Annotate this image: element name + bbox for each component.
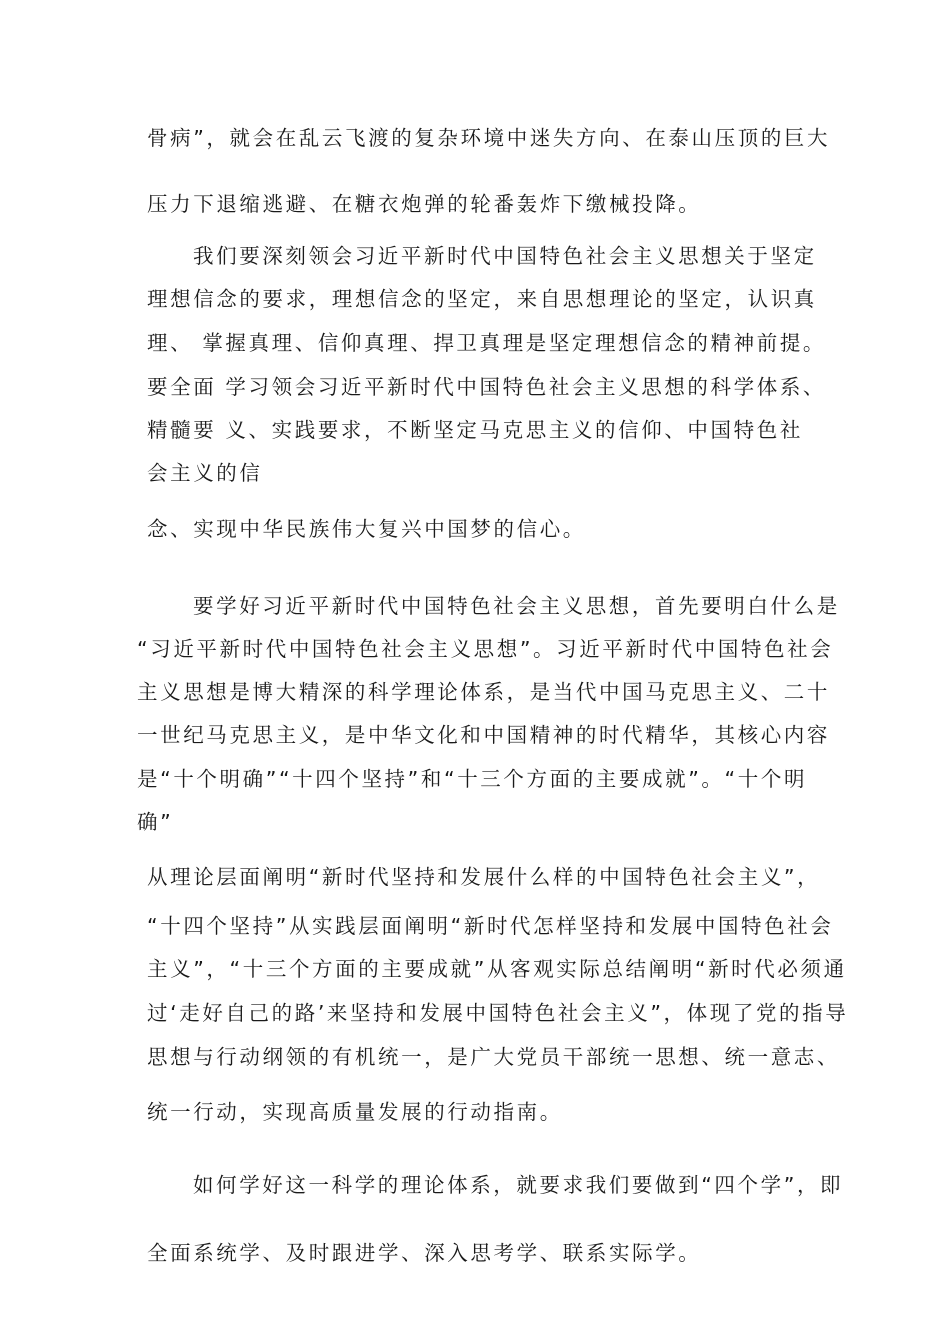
- text-line: 精髓要 义、实践要求，不断坚定马克思主义的信仰、中国特色社: [147, 418, 803, 442]
- text-line: 念、实现中华民族伟大复兴中国梦的信心。: [147, 517, 586, 541]
- text-line: 统一行动，实现高质量发展的行动指南。: [147, 1100, 563, 1124]
- text-line: 是“十个明确”“十四个坚持”和“十三个方面的主要成就”。“十个明: [137, 767, 808, 791]
- text-line: 压力下退缩逃避、在糖衣炮弹的轮番轰炸下缴械投降。: [147, 192, 702, 216]
- text-line: 确”: [137, 810, 174, 834]
- text-line: 过‘走好自己的路’来坚持和发展中国特色社会主义”，体现了党的指导: [147, 1001, 849, 1025]
- paragraph-first-line: 我们要深刻领会习近平新时代中国特色社会主义思想关于坚定: [193, 244, 817, 268]
- text-line: 一世纪马克思主义，是中华文化和中国精神的时代精华，其核心内容: [137, 723, 830, 747]
- text-line: 思想与行动纲领的有机统一，是广大党员干部统一思想、统一意志、: [147, 1045, 840, 1069]
- text-line: 理、 掌握真理、信仰真理、捍卫真理是坚定理想信念的精神前提。: [147, 331, 827, 355]
- paragraph-first-line: 要学好习近平新时代中国特色社会主义思想，首先要明白什么是: [193, 594, 840, 618]
- text-line: 要全面 学习领会习近平新时代中国特色社会主义思想的科学体系、: [147, 375, 827, 399]
- text-line: “习近平新时代中国特色社会主义思想”。习近平新时代中国特色社会: [137, 637, 834, 661]
- text-line: “十四个坚持”从实践层面阐明“新时代怎样坚持和发展中国特色社会: [147, 914, 834, 938]
- text-line: 主义思想是博大精深的科学理论体系，是当代中国马克思主义、二十: [137, 680, 830, 704]
- text-line: 理想信念的要求，理想信念的坚定，来自思想理论的坚定，认识真: [147, 287, 817, 311]
- text-line: 主义”，“十三个方面的主要成就”从客观实际总结阐明“新时代必须通: [147, 957, 847, 981]
- paragraph-first-line: 如何学好这一科学的理论体系，就要求我们要做到“四个学”，即: [193, 1173, 844, 1197]
- text-line: 会主义的信: [147, 461, 263, 485]
- text-line: 骨病”，就会在乱云飞渡的复杂环境中迷失方向、在泰山压顶的巨大: [147, 126, 831, 150]
- text-line: 全面系统学、及时跟进学、深入思考学、联系实际学。: [147, 1241, 702, 1265]
- text-line: 从理论层面阐明“新时代坚持和发展什么样的中国特色社会主义”，: [147, 865, 821, 889]
